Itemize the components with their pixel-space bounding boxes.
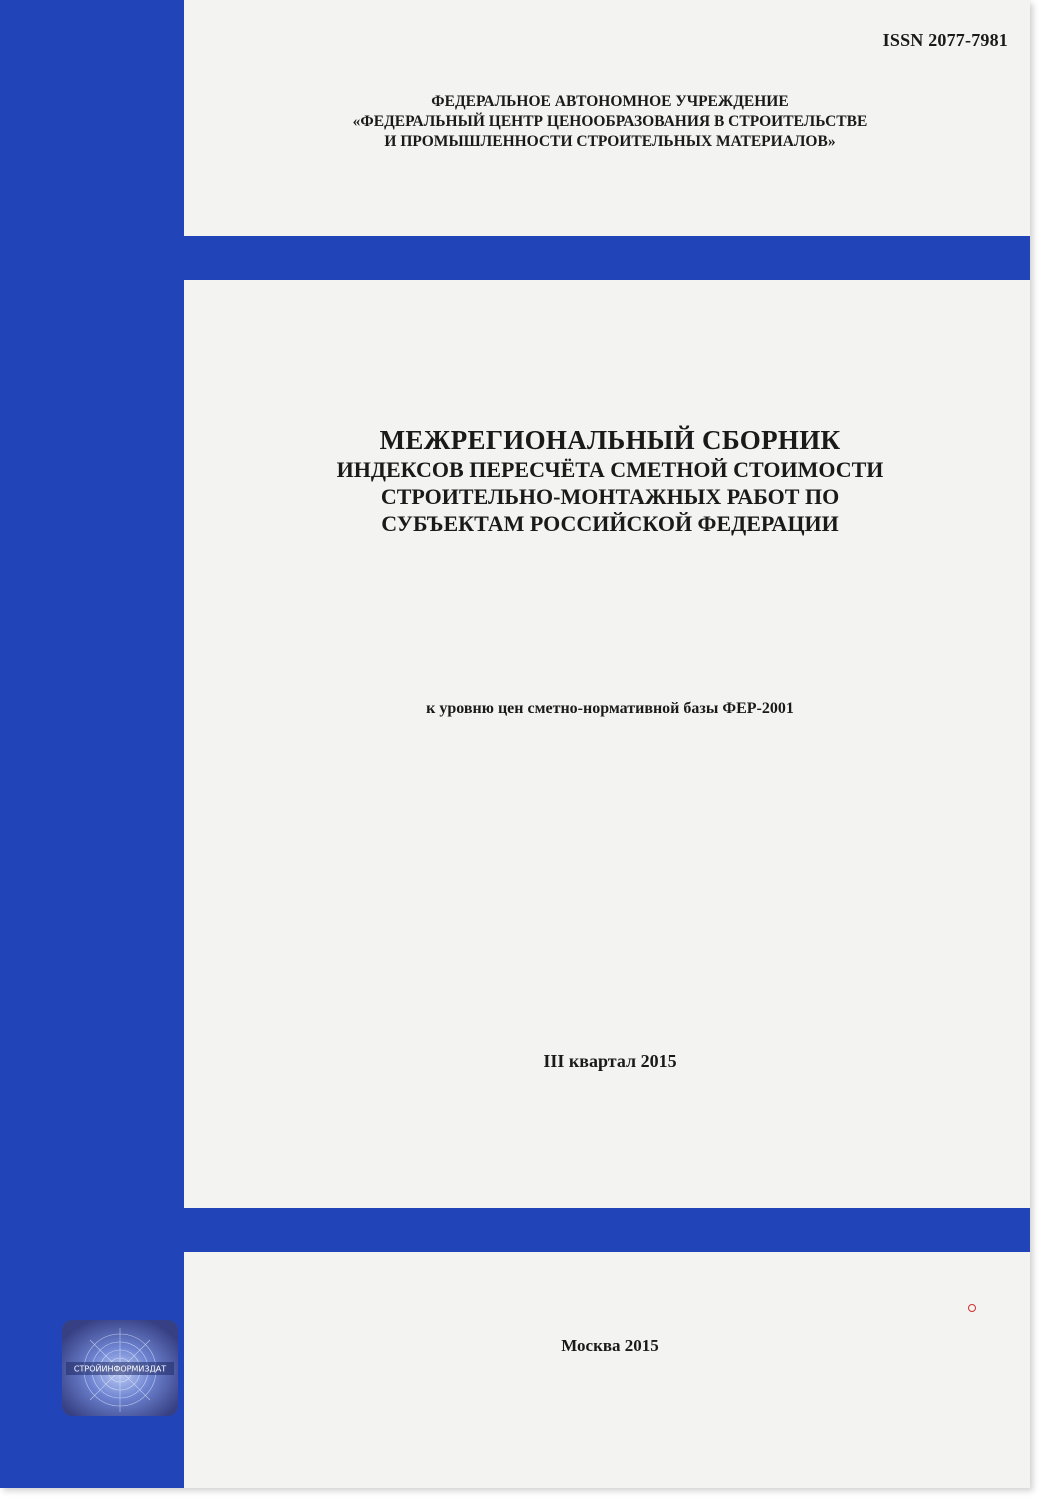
publication-city-year: Москва 2015 [561,1336,659,1355]
bottom-blue-band [0,1208,1030,1252]
publisher-line: ФЕДЕРАЛЬНОЕ АВТОНОМНОЕ УЧРЕЖДЕНИЕ [431,93,789,110]
logo-text: СТРОЙИНФОРМИЗДАТ [73,1364,167,1374]
title-sub-line: СУБЪЕКТАМ РОССИЙСКОЙ ФЕДЕРАЦИИ [381,511,839,536]
publisher-line: «ФЕДЕРАЛЬНЫЙ ЦЕНТР ЦЕНООБРАЗОВАНИЯ В СТРОИТЕЛЬСТВЕ [352,113,868,130]
top-blue-band [0,236,1030,280]
title-sub-line: СТРОИТЕЛЬНО-МОНТАЖНЫХ РАБОТ ПО [380,484,840,509]
publisher-line: И ПРОМЫШЛЕННОСТИ СТРОИТЕЛЬНЫХ МАТЕРИАЛОВ» [384,133,836,150]
cover-spine-stripe [0,0,184,1488]
title-sub-line: ИНДЕКСОВ ПЕРЕСЧЁТА СМЕТНОЙ СТОИМОСТИ [336,457,884,482]
publisher-name [260,92,960,152]
edition-quarter: III квартал 2015 [543,1051,677,1071]
book-title [240,424,980,537]
hologram-logo-icon [60,1318,180,1418]
issn-number: ISSN 2077-7981 [882,30,1008,50]
price-level-subtitle: к уровню цен сметно-нормативной базы ФЕР-2001 [426,700,794,717]
red-dot-mark [968,1304,976,1312]
title-main: МЕЖРЕГИОНАЛЬНЫЙ СБОРНИК [379,425,841,455]
